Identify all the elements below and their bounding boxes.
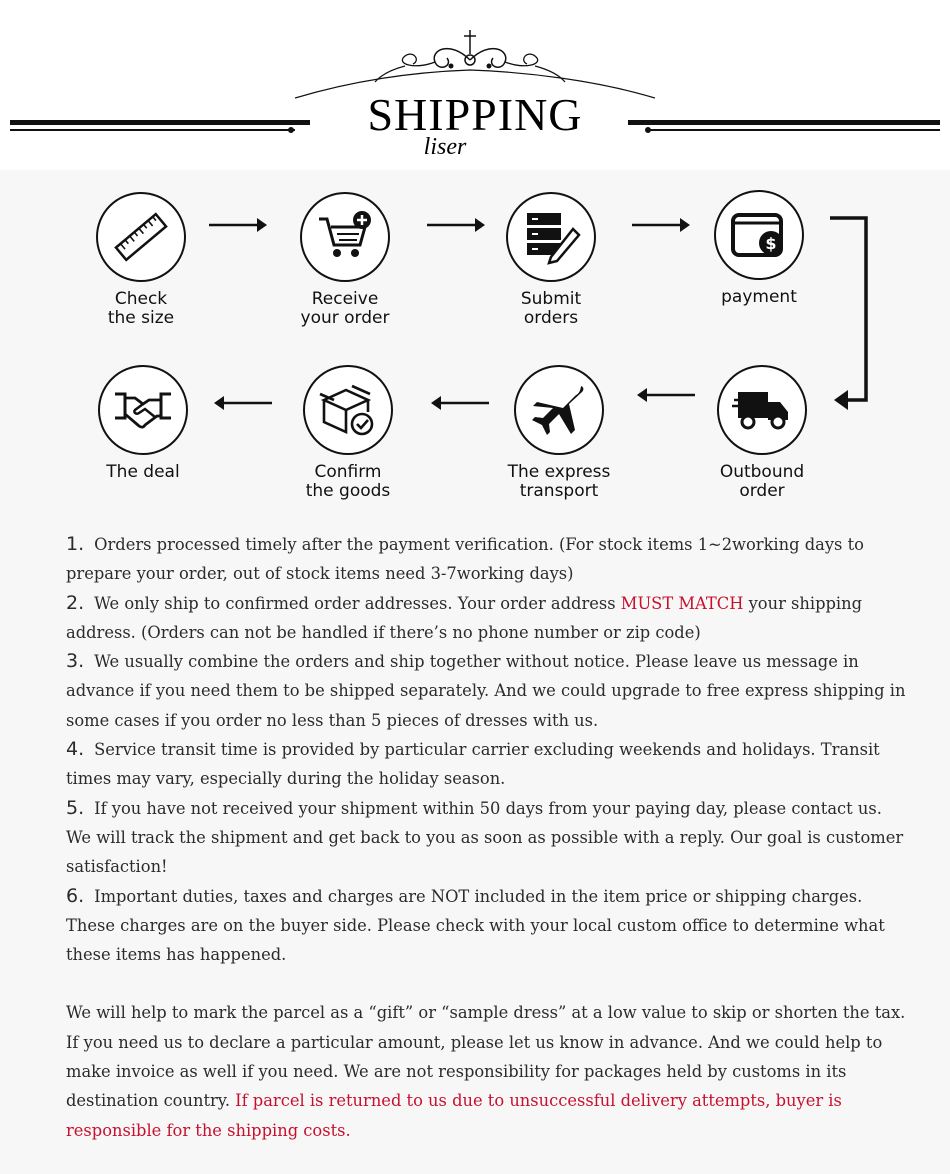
svg-text:$: $ [765,234,777,253]
shipping-policy [66,530,906,1145]
policy-item: 5. If you have not received your shipment within 50 days from your paying day, please contact us. We will track the shipment and get back to you as soon as possible with a reply. Our goal is customer satisfaction! [66,796,904,877]
arrow-right-icon [207,215,271,235]
arrow-left-icon [633,385,697,405]
shipping-header [0,0,950,170]
page-title: SHIPPING [367,89,583,140]
step-label: The deal [106,462,180,482]
step-the-deal [53,365,233,482]
step-express-transport [469,365,649,501]
step-label: Receive your order [300,289,390,328]
brand-subtitle: liser [423,134,467,160]
ruler-icon [111,207,171,267]
step-label: Submit orders [520,289,582,328]
wallet-dollar-icon [729,205,789,265]
step-label: payment [721,287,797,307]
arrow-right-icon [425,215,489,235]
policy-item: 2. We only ship to confirmed order addresses. Your order address MUST MATCH your shipping address. (Orders can not be handled if there’s no phone number or zip code) [66,591,863,642]
policy-item: 1. Orders processed timely after the payment verification. (For stock items 1~2working days to prepare your order, out of stock items need 3-7working days) [66,533,864,584]
shopping-cart-add-icon [315,207,375,267]
arrow-left-icon [210,393,274,413]
customs-note: We will help to mark the parcel as a “gift” or “sample dress” at a low value to skip or shorten the tax. If you need us to declare a particular amount, please let us know in advance. And we could help to make invoice as well if you need. We are not responsibility for packages held by customs in its destination country. If parcel is returned to us due to unsuccessful delivery attempts, buyer is responsible for the shipping costs. [66,1003,906,1140]
step-confirm-goods [258,365,438,501]
step-receive-order [255,192,435,328]
step-check-size [51,192,231,328]
policy-item: 4. Service transit time is provided by particular carrier excluding weekends and holidays. Transit times may vary, especially during the holiday season. [66,738,880,789]
delivery-truck-icon [732,380,792,440]
step-submit-orders [461,192,641,328]
step-label: Outbound order [719,462,805,501]
policy-item: 6. Important duties, taxes and charges are NOT included in the item price or shipping charges. These charges are on the buyer side. Please check with your local custom office to determine what these items has happened. [66,884,885,965]
arrow-left-icon [427,393,491,413]
package-check-icon [318,380,378,440]
step-label: Confirm the goods [305,462,391,501]
step-label: Check the size [107,289,175,328]
step-label: The express transport [507,462,611,501]
arrow-right-icon [630,215,694,235]
must-match-highlight: MUST MATCH [620,593,744,613]
handshake-icon [113,380,173,440]
policy-item: 3. We usually combine the orders and ship together without notice. Please leave us message in advance if you need them to be shipped separately. And we could upgrade to free express shipping in some cases if you order no less than 5 pieces of dresses with us. [66,650,906,730]
return-warning: If parcel is returned to us due to unsuccessful delivery attempts, buyer is responsible for the shipping costs. [66,1091,842,1140]
submit-form-icon [521,207,581,267]
step-outbound-order [672,365,852,501]
airplane-icon [529,380,589,440]
